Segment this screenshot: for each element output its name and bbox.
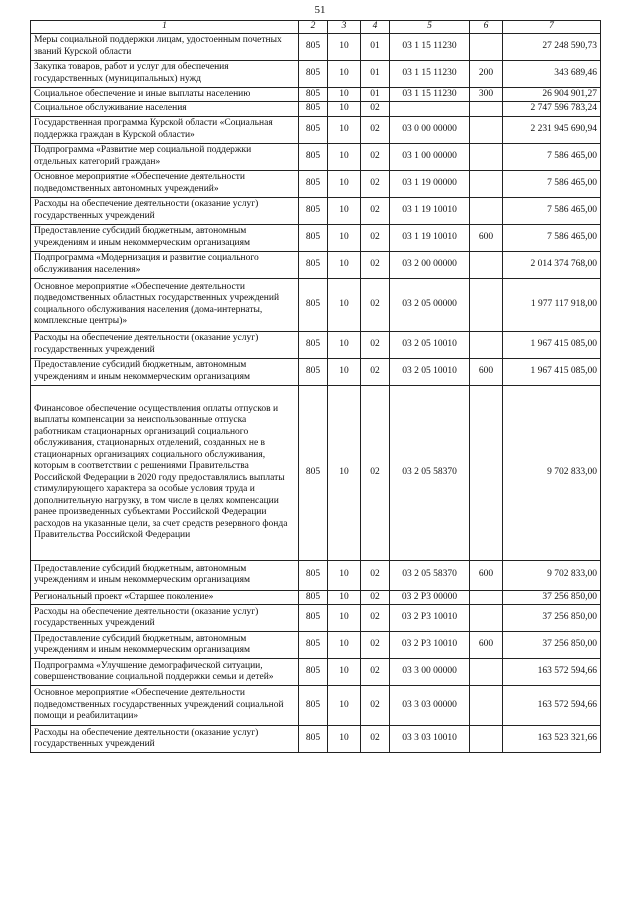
row-code-3: 10: [328, 632, 361, 659]
row-code-3: 10: [328, 33, 361, 60]
row-code-3: 10: [328, 60, 361, 87]
header-col-4: 4: [361, 21, 390, 34]
row-code-3: 10: [328, 197, 361, 224]
row-code-6: [470, 605, 503, 632]
row-code-6: [470, 251, 503, 278]
row-code-5: 03 3 03 00000: [390, 686, 470, 726]
table-row: [31, 385, 601, 560]
row-code-3: 10: [328, 686, 361, 726]
row-name: Подпрограмма «Улучшение демографической ситуации, совершенствование социальной поддержки семьи и детей»: [31, 659, 299, 686]
row-code-2: 805: [299, 632, 328, 659]
row-code-5: 03 2 05 58370: [390, 385, 470, 560]
row-code-4: 02: [361, 590, 390, 605]
row-amount: 1 967 415 085,00: [503, 331, 601, 358]
row-code-3: 10: [328, 385, 361, 560]
row-code-5: 03 2 00 00000: [390, 251, 470, 278]
table-row: [31, 632, 601, 659]
row-amount: 7 586 465,00: [503, 197, 601, 224]
row-code-3: 10: [328, 102, 361, 117]
row-name: Основное мероприятие «Обеспечение деятельности подведомственных государственных учреждений социальной помощи и реабилитации»: [31, 686, 299, 726]
row-name: Закупка товаров, работ и услуг для обеспечения государственных (муниципальных) нужд: [31, 60, 299, 87]
table-row: [31, 116, 601, 143]
row-code-5: 03 1 15 11230: [390, 60, 470, 87]
row-code-4: 02: [361, 560, 390, 590]
row-amount: 7 586 465,00: [503, 143, 601, 170]
row-amount: 2 014 374 768,00: [503, 251, 601, 278]
row-amount: 163 572 594,66: [503, 659, 601, 686]
table-row: [31, 278, 601, 331]
row-name: Основное мероприятие «Обеспечение деятельности подведомственных областных государственных учреждений социального обслуживания населения (дома-интернаты, комплексные центры)»: [31, 278, 299, 331]
row-name: Меры социальной поддержки лицам, удостоенным почетных званий Курской области: [31, 33, 299, 60]
row-name: Социальное обеспечение и иные выплаты населению: [31, 87, 299, 102]
row-code-4: 02: [361, 278, 390, 331]
row-code-6: 200: [470, 60, 503, 87]
table-row: [31, 251, 601, 278]
row-code-4: 01: [361, 60, 390, 87]
row-code-2: 805: [299, 60, 328, 87]
row-code-3: 10: [328, 560, 361, 590]
row-code-5: 03 3 00 00000: [390, 659, 470, 686]
row-code-2: 805: [299, 197, 328, 224]
table-row: [31, 170, 601, 197]
row-amount: 2 231 945 690,94: [503, 116, 601, 143]
row-code-4: 02: [361, 251, 390, 278]
table-row: [31, 590, 601, 605]
row-code-6: [470, 33, 503, 60]
row-code-5: 03 2 05 10010: [390, 331, 470, 358]
row-code-4: 02: [361, 331, 390, 358]
row-code-4: 02: [361, 385, 390, 560]
row-name: Предоставление субсидий бюджетным, автономным учреждениям и иным некоммерческим организациям: [31, 560, 299, 590]
row-code-2: 805: [299, 385, 328, 560]
row-name: Расходы на обеспечение деятельности (оказание услуг) государственных учреждений: [31, 197, 299, 224]
header-col-6: 6: [470, 21, 503, 34]
row-code-5: 03 1 19 10010: [390, 197, 470, 224]
row-amount: 343 689,46: [503, 60, 601, 87]
row-code-3: 10: [328, 358, 361, 385]
row-code-5: 03 2 05 10010: [390, 358, 470, 385]
row-code-4: 02: [361, 170, 390, 197]
table-row: [31, 560, 601, 590]
table-row: [31, 605, 601, 632]
row-code-3: 10: [328, 278, 361, 331]
row-code-6: [470, 331, 503, 358]
row-name: Подпрограмма «Развитие мер социальной поддержки отдельных категорий граждан»: [31, 143, 299, 170]
row-amount: 37 256 850,00: [503, 605, 601, 632]
row-code-3: 10: [328, 143, 361, 170]
row-code-6: 600: [470, 632, 503, 659]
row-code-5: 03 1 15 11230: [390, 33, 470, 60]
table-row: [31, 331, 601, 358]
table-row: [31, 659, 601, 686]
row-code-3: 10: [328, 726, 361, 753]
row-code-4: 02: [361, 116, 390, 143]
row-code-6: [470, 278, 503, 331]
table-row: [31, 686, 601, 726]
row-code-3: 10: [328, 87, 361, 102]
row-code-4: 02: [361, 143, 390, 170]
row-code-2: 805: [299, 358, 328, 385]
row-amount: 7 586 465,00: [503, 224, 601, 251]
row-code-2: 805: [299, 87, 328, 102]
row-code-6: 600: [470, 560, 503, 590]
row-code-5: 03 2 P3 10010: [390, 632, 470, 659]
row-code-5: 03 2 05 58370: [390, 560, 470, 590]
row-code-6: 600: [470, 224, 503, 251]
row-code-4: 02: [361, 659, 390, 686]
row-name: Предоставление субсидий бюджетным, автономным учреждениям и иным некоммерческим организациям: [31, 224, 299, 251]
row-name: Предоставление субсидий бюджетным, автономным учреждениям и иным некоммерческим организациям: [31, 358, 299, 385]
header-col-3: 3: [328, 21, 361, 34]
row-code-2: 805: [299, 560, 328, 590]
row-amount: 9 702 833,00: [503, 385, 601, 560]
row-code-4: 02: [361, 358, 390, 385]
row-code-2: 805: [299, 170, 328, 197]
row-name: Государственная программа Курской области «Социальная поддержка граждан в Курской области»: [31, 116, 299, 143]
row-code-6: [470, 686, 503, 726]
row-amount: 1 967 415 085,00: [503, 358, 601, 385]
row-name: Расходы на обеспечение деятельности (оказание услуг) государственных учреждений: [31, 605, 299, 632]
row-code-2: 805: [299, 116, 328, 143]
row-code-4: 02: [361, 726, 390, 753]
row-code-4: 01: [361, 87, 390, 102]
row-code-4: 02: [361, 605, 390, 632]
row-name: Подпрограмма «Модернизация и развитие социального обслуживания населения»: [31, 251, 299, 278]
row-code-2: 805: [299, 224, 328, 251]
row-name: Основное мероприятие «Обеспечение деятельности подведомственных автономных учреждений»: [31, 170, 299, 197]
table-header-row: [31, 21, 601, 34]
row-code-6: 300: [470, 87, 503, 102]
row-code-5: 03 2 05 00000: [390, 278, 470, 331]
table-row: [31, 102, 601, 117]
row-code-2: 805: [299, 331, 328, 358]
row-code-4: 02: [361, 224, 390, 251]
row-code-6: [470, 659, 503, 686]
row-name: Социальное обслуживание населения: [31, 102, 299, 117]
table-row: [31, 143, 601, 170]
row-code-3: 10: [328, 224, 361, 251]
row-amount: 27 248 590,73: [503, 33, 601, 60]
row-code-3: 10: [328, 170, 361, 197]
budget-table: [30, 20, 601, 753]
row-name: Финансовое обеспечение осуществления оплаты отпусков и выплаты компенсации за неиспользованные отпуска работникам стационарных организаций социального обслуживания, стационарных отделений, созданных не в стационарных организациях социального обслуживания, которым в соответствии с решениями Правительства Российской Федерации в 2020 году предоставлялись выплаты стимулирующего характера за особые условия труда и дополнительную нагрузку, в том числе в целях компенсации ранее произведенных субъектами Российской Федерации расходов на указанные цели, за счет средств резервного фонда Правительства Российской Федерации: [31, 385, 299, 560]
header-col-5: 5: [390, 21, 470, 34]
table-row: [31, 87, 601, 102]
table-row: [31, 726, 601, 753]
row-code-3: 10: [328, 590, 361, 605]
row-code-4: 01: [361, 33, 390, 60]
row-code-5: 03 0 00 00000: [390, 116, 470, 143]
page-number: 51: [314, 4, 326, 16]
row-amount: 2 747 596 783,24: [503, 102, 601, 117]
row-code-5: 03 1 00 00000: [390, 143, 470, 170]
row-code-4: 02: [361, 197, 390, 224]
row-amount: 9 702 833,00: [503, 560, 601, 590]
row-name: Предоставление субсидий бюджетным, автономным учреждениям и иным некоммерческим организациям: [31, 632, 299, 659]
row-amount: 7 586 465,00: [503, 170, 601, 197]
table-row: [31, 33, 601, 60]
row-code-2: 805: [299, 278, 328, 331]
row-code-2: 805: [299, 605, 328, 632]
row-code-6: [470, 102, 503, 117]
row-name: Расходы на обеспечение деятельности (оказание услуг) государственных учреждений: [31, 726, 299, 753]
row-code-3: 10: [328, 251, 361, 278]
row-code-3: 10: [328, 605, 361, 632]
table-row: [31, 224, 601, 251]
row-code-2: 805: [299, 33, 328, 60]
row-amount: 26 904 901,27: [503, 87, 601, 102]
row-code-5: 03 2 P3 10010: [390, 605, 470, 632]
row-code-2: 805: [299, 590, 328, 605]
table-row: [31, 358, 601, 385]
row-code-6: [470, 116, 503, 143]
row-code-6: [470, 143, 503, 170]
row-code-3: 10: [328, 116, 361, 143]
row-code-2: 805: [299, 251, 328, 278]
row-amount: 37 256 850,00: [503, 590, 601, 605]
header-col-2: 2: [299, 21, 328, 34]
row-code-2: 805: [299, 143, 328, 170]
row-amount: 163 572 594,66: [503, 686, 601, 726]
row-code-2: 805: [299, 686, 328, 726]
row-code-2: 805: [299, 102, 328, 117]
row-code-4: 02: [361, 686, 390, 726]
header-col-1: 1: [31, 21, 299, 34]
row-code-6: [470, 726, 503, 753]
row-name: Расходы на обеспечение деятельности (оказание услуг) государственных учреждений: [31, 331, 299, 358]
table-row: [31, 197, 601, 224]
row-code-5: 03 1 19 00000: [390, 170, 470, 197]
row-code-4: 02: [361, 102, 390, 117]
row-code-5: 03 2 P3 00000: [390, 590, 470, 605]
row-amount: 163 523 321,66: [503, 726, 601, 753]
row-code-6: [470, 590, 503, 605]
row-amount: 1 977 117 918,00: [503, 278, 601, 331]
row-code-5: 03 1 15 11230: [390, 87, 470, 102]
row-code-6: 600: [470, 358, 503, 385]
row-code-5: [390, 102, 470, 117]
row-code-2: 805: [299, 726, 328, 753]
row-code-6: [470, 170, 503, 197]
header-col-7: 7: [503, 21, 601, 34]
row-code-3: 10: [328, 331, 361, 358]
row-code-6: [470, 385, 503, 560]
row-code-4: 02: [361, 632, 390, 659]
table-row: [31, 60, 601, 87]
row-code-3: 10: [328, 659, 361, 686]
row-code-2: 805: [299, 659, 328, 686]
row-code-5: 03 1 19 10010: [390, 224, 470, 251]
row-code-5: 03 3 03 10010: [390, 726, 470, 753]
row-name: Региональный проект «Старшее поколение»: [31, 590, 299, 605]
row-amount: 37 256 850,00: [503, 632, 601, 659]
row-code-6: [470, 197, 503, 224]
